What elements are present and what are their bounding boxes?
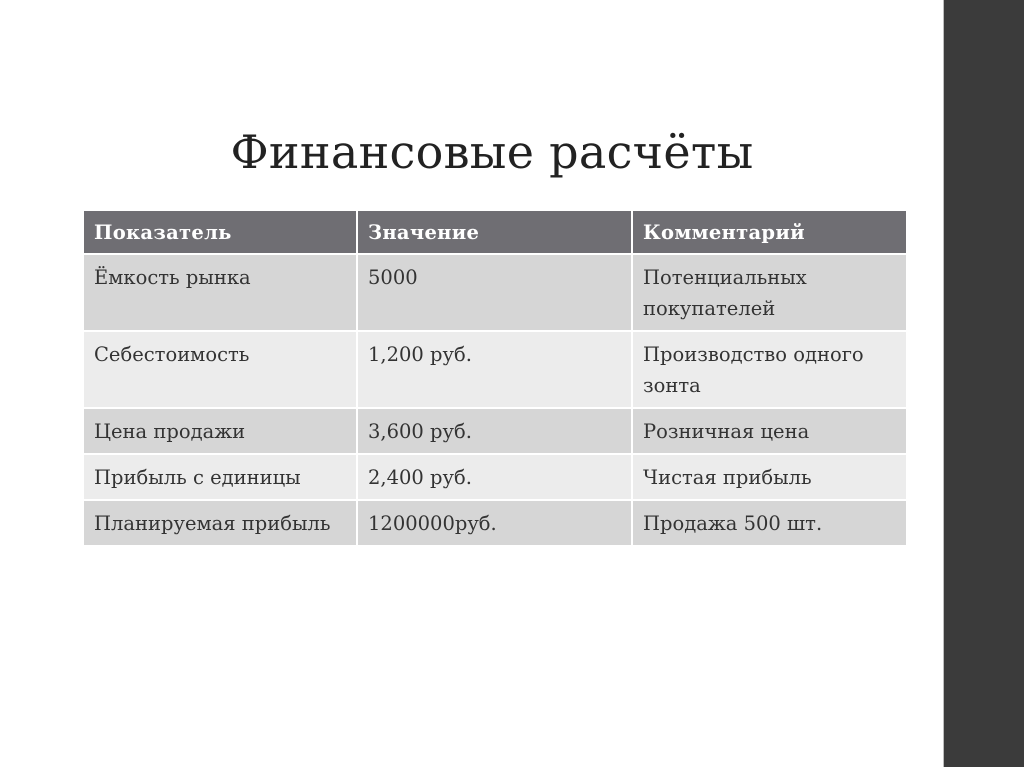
table-cell-indicator: Себестоимость (84, 331, 357, 408)
table-cell-value: 2,400 руб. (357, 454, 632, 500)
table-cell-comment: Производство одного зонта (632, 331, 906, 408)
table-row (84, 254, 906, 331)
table-cell-value: 1200000руб. (357, 500, 632, 546)
table-cell-value: 3,600 руб. (357, 408, 632, 454)
table-cell-indicator: Цена продажи (84, 408, 357, 454)
table-cell-indicator: Прибыль с единицы (84, 454, 357, 500)
side-bar (944, 0, 1024, 767)
table-cell-indicator: Ёмкость рынка (84, 254, 357, 331)
table-row (84, 500, 906, 546)
table-cell-comment: Продажа 500 шт. (632, 500, 906, 546)
table-row (84, 408, 906, 454)
table-cell-comment: Потенциальных покупателей (632, 254, 906, 331)
table-cell-comment: Розничная цена (632, 408, 906, 454)
slide-title: Финансовые расчёты (230, 125, 754, 179)
financial-table (84, 211, 906, 547)
table-cell-value: 1,200 руб. (357, 331, 632, 408)
column-header-indicator: Показатель (84, 211, 357, 254)
column-header-comment: Комментарий (632, 211, 906, 254)
table-row (84, 454, 906, 500)
column-header-value: Значение (357, 211, 632, 254)
table-header-row (84, 211, 906, 254)
table-cell-indicator: Планируемая прибыль (84, 500, 357, 546)
table-cell-comment: Чистая прибыль (632, 454, 906, 500)
table-cell-value: 5000 (357, 254, 632, 331)
table-row (84, 331, 906, 408)
